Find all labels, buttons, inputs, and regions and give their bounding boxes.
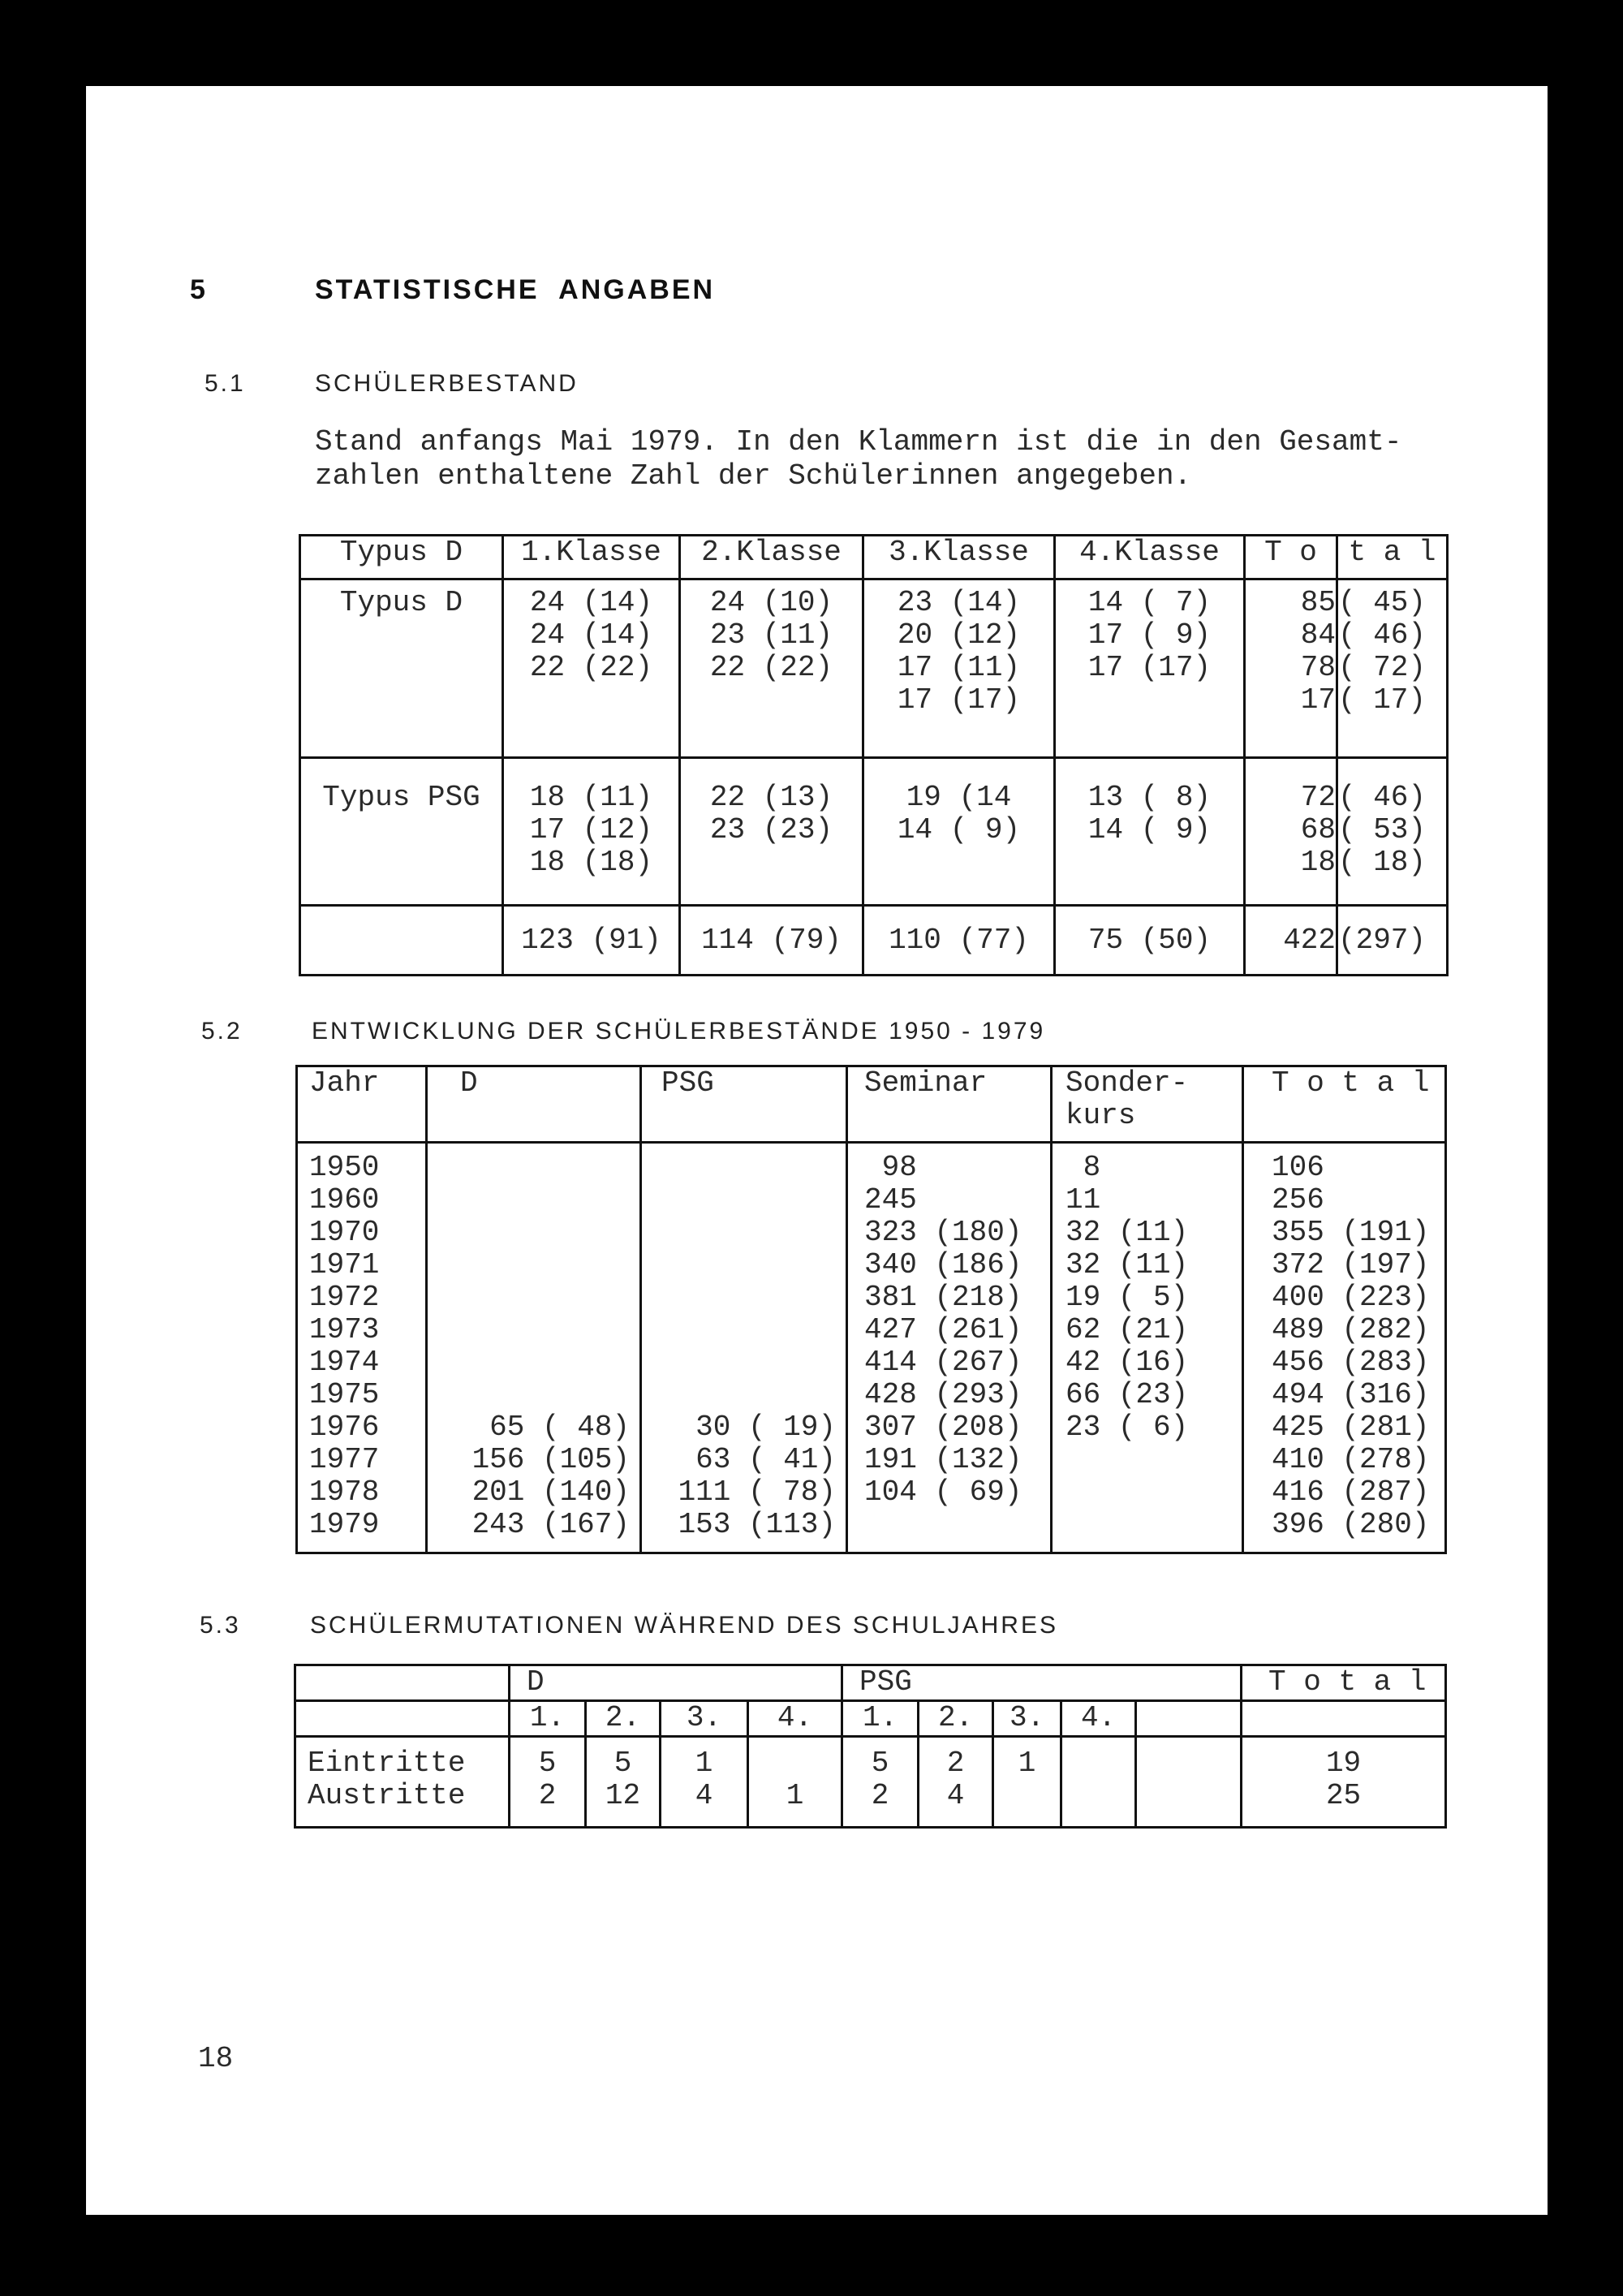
table-cell: 22 (13) 23 (23) — [680, 758, 863, 906]
page-number: 18 — [198, 2042, 234, 2075]
table-cell: 72 68 18 — [1245, 758, 1337, 906]
row-label: Typus D — [300, 579, 503, 758]
subheader-cell: 1. — [842, 1701, 919, 1737]
table-cell: (297) — [1337, 906, 1448, 976]
subsection-title-5-1: SCHÜLERBESTAND — [315, 370, 579, 397]
group-header-total: T o t a l — [1242, 1665, 1446, 1701]
psg-column: 30 ( 19) 63 ( 41) 111 ( 78) 153 (113) — [641, 1143, 847, 1553]
table-cell: 2 4 — [919, 1737, 993, 1828]
header-cell: PSG — [641, 1066, 847, 1143]
table-sum-row — [300, 906, 1448, 976]
header-cell: T o — [1245, 536, 1337, 579]
table-cell: 85 84 78 17 — [1245, 579, 1337, 758]
table-group-header-row — [295, 1665, 1446, 1701]
subheader-cell: 1. — [510, 1701, 586, 1737]
total-cell: 19 25 — [1242, 1737, 1446, 1828]
header-cell: 4.Klasse — [1055, 536, 1245, 579]
table-cell: 14 ( 7) 17 ( 9) 17 (17) — [1055, 579, 1245, 758]
sonderkurs-column: 8 11 32 (11) 32 (11) 19 ( 5) 62 (21) 42 (16) 66 (23) 23 ( 6) — [1052, 1143, 1243, 1553]
header-cell: 3.Klasse — [863, 536, 1055, 579]
table-cell: ( 45) ( 46) ( 72) ( 17) — [1337, 579, 1448, 758]
table-cell: 110 (77) — [863, 906, 1055, 976]
table-cell: 23 (14) 20 (12) 17 (11) 17 (17) — [863, 579, 1055, 758]
mutations-table — [294, 1664, 1447, 1829]
enrollment-history-table — [295, 1065, 1447, 1554]
table-cell: 1 — [748, 1737, 842, 1828]
subsection-title-5-3: SCHÜLERMUTATIONEN WÄHREND DES SCHULJAHRES — [310, 1612, 1058, 1639]
header-cell: 2.Klasse — [680, 536, 863, 579]
section-title: STATISTISCHE ANGABEN — [315, 274, 716, 305]
row-labels: Eintritte Austritte — [295, 1737, 510, 1828]
header-cell: D — [427, 1066, 641, 1143]
table-cell: 5 2 — [510, 1737, 586, 1828]
subheader-cell — [1136, 1701, 1242, 1737]
table-cell: 75 (50) — [1055, 906, 1245, 976]
subsection-number-5-1: 5.1 — [204, 370, 246, 397]
table-subheader-row — [295, 1701, 1446, 1737]
year-column: 1950 1960 1970 1971 1972 1973 1974 1975 1976 1977 1978 1979 — [297, 1143, 427, 1553]
subsection-number-5-2: 5.2 — [201, 1018, 243, 1045]
section-number: 5 — [190, 274, 208, 305]
subheader-cell: 3. — [993, 1701, 1061, 1737]
table-row — [297, 1143, 1446, 1553]
subheader-cell: 2. — [586, 1701, 661, 1737]
header-cell: t a l — [1337, 536, 1448, 579]
header-cell: Seminar — [847, 1066, 1052, 1143]
row-label — [300, 906, 503, 976]
empty-cell — [1242, 1701, 1446, 1737]
subsection-title-5-2: ENTWICKLUNG DER SCHÜLERBESTÄNDE 1950 - 1979 — [312, 1018, 1046, 1045]
table-cell: 13 ( 8) 14 ( 9) — [1055, 758, 1245, 906]
table-row — [300, 579, 1448, 758]
intro-text-line-2: zahlen enthaltene Zahl der Schülerinnen angegeben. — [315, 459, 1192, 493]
header-cell: Typus D — [300, 536, 503, 579]
table-cell: 1 4 — [661, 1737, 748, 1828]
table-cell — [1136, 1737, 1242, 1828]
table-row — [300, 758, 1448, 906]
table-cell: 5 2 — [842, 1737, 919, 1828]
table-row — [295, 1737, 1446, 1828]
table-cell: 422 — [1245, 906, 1337, 976]
empty-cell — [295, 1665, 510, 1701]
table-cell: 19 (14 14 ( 9) — [863, 758, 1055, 906]
subheader-cell: 4. — [748, 1701, 842, 1737]
empty-cell — [295, 1701, 510, 1737]
table-cell: 5 12 — [586, 1737, 661, 1828]
table-cell: 1 — [993, 1737, 1061, 1828]
header-cell: Sonder- kurs — [1052, 1066, 1243, 1143]
d-column: 65 ( 48) 156 (105) 201 (140) 243 (167) — [427, 1143, 641, 1553]
intro-text-line-1: Stand anfangs Mai 1979. In den Klammern ist die in den Gesamt- — [315, 425, 1402, 459]
header-cell: 1.Klasse — [503, 536, 680, 579]
table-cell: ( 46) ( 53) ( 18) — [1337, 758, 1448, 906]
table-cell: 123 (91) — [503, 906, 680, 976]
subsection-number-5-3: 5.3 — [200, 1612, 241, 1639]
table-cell: 24 (10) 23 (11) 22 (22) — [680, 579, 863, 758]
subheader-cell: 2. — [919, 1701, 993, 1737]
total-column: 106 256 355 (191) 372 (197) 400 (223) 489 (282) 456 (283) 494 (316) 425 (281) 410 (278) 416 (287) 396 (280) — [1243, 1143, 1446, 1553]
table-cell: 18 (11) 17 (12) 18 (18) — [503, 758, 680, 906]
table-cell — [1061, 1737, 1136, 1828]
group-header-psg: PSG — [842, 1665, 1242, 1701]
table-header-row — [297, 1066, 1446, 1143]
table-cell: 24 (14) 24 (14) 22 (22) — [503, 579, 680, 758]
row-label: Typus PSG — [300, 758, 503, 906]
student-count-table — [299, 534, 1449, 976]
document-page — [86, 86, 1548, 2215]
subheader-cell: 3. — [661, 1701, 748, 1737]
group-header-d: D — [510, 1665, 842, 1701]
subheader-cell: 4. — [1061, 1701, 1136, 1737]
header-cell: T o t a l — [1243, 1066, 1446, 1143]
seminar-column: 98 245 323 (180) 340 (186) 381 (218) 427 (261) 414 (267) 428 (293) 307 (208) 191 (132) 104 ( 69) — [847, 1143, 1052, 1553]
table-cell: 114 (79) — [680, 906, 863, 976]
table-header-row — [300, 536, 1448, 579]
header-cell: Jahr — [297, 1066, 427, 1143]
